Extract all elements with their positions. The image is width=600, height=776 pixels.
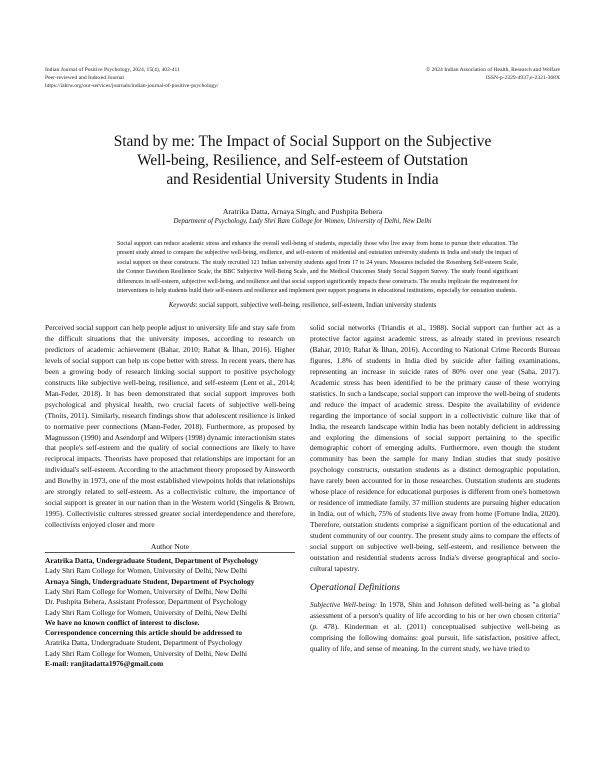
running-header xyxy=(45,66,560,90)
author-note-heading: Author Note xyxy=(150,542,190,552)
paper-title xyxy=(45,132,560,189)
peer-review-note: Peer-reviewed and Indexed Journal xyxy=(45,75,124,81)
author-note-bold: Aratrika Datta, Undergraduate Student, Department of Psychology xyxy=(45,556,259,566)
author-note-line xyxy=(45,649,295,659)
author-note-line xyxy=(45,597,295,607)
title-line-1: Stand by me: The Impact of Social Support on the Subjective xyxy=(113,133,492,150)
intro-paragraph-left: Perceived social support can help people adjust to university life and stay safe from the difficult situations that the university imposes, according to research on predictors of academic achievement (Bahar, 2010; Rahat & İlhan, 2016). Higher levels of social support can help us cope better with stress. In recent years, there has been a growing body of research linking social support to positive psychology constructs like subjective well-being, resilience, and self-esteem (Lent et al., 2014; Man-Feder, 2018). It has been demonstrated that social support improves both psychological and physical health, two crucial facets of subjective well-being (Thoits, 2011). Similarly, research findings show that adolescent resilience is linked to normative peer connections (Mann-Feder, 2018). Furthermore, as proposed by Magnusson (1990) and Asendorpf and Wilpers (1998) dynamic interactionism states that people's self-esteem and the quality of social connections are likely to have reciprocal impacts. Theorists have proposed that relationships are important for an individual's self-esteem. According to the attachment theory proposed by Ainsworth and Bowlby in 1973, one of the most established viewpoints holds that relationships are strongly related to self-esteem. As a collectivistic culture, the importance of social support is greater in our nation than in the Western world (Singelis & Brown, 1995). Collectivistic cultures stressed greater social interdependence and therefore, collectivists enjoyed closer and more xyxy=(45,323,295,530)
author-note-line xyxy=(45,608,295,618)
author-note-bold: Correspondence concerning this article should be addressed to xyxy=(45,628,243,638)
author-note xyxy=(45,552,295,669)
author-note-text: Dr. Pushpita Behera, Assistant Professor, Department of Psychology xyxy=(45,597,248,607)
journal-citation: Indian Journal of Positive Psychology, 2024, 15(4), 402-411 xyxy=(45,67,180,73)
author-note-text: Lady Shri Ram College for Women, University of Delhi, New Delhi xyxy=(45,587,248,596)
section-heading: Operational Definitions xyxy=(310,582,400,593)
definition-paragraph xyxy=(310,600,560,655)
copyright-note: © 2024 Indian Association of Health, Research and Welfare xyxy=(425,67,560,73)
keywords-label: Keywords xyxy=(168,302,196,310)
author-list: Aratrika Datta, Arnaya Singh, and Pushpita Behera xyxy=(222,207,383,216)
definition-label: Subjective Well-being: xyxy=(310,599,378,609)
author-affiliation: Department of Psychology, Lady Shri Ram College for Women, University of Delhi, New Delhi xyxy=(173,218,432,225)
author-note-line xyxy=(45,628,295,638)
left-column xyxy=(45,323,295,669)
author-note-text: Aratrika Datta, Undergraduate Student, Department of Psychology xyxy=(45,638,243,648)
keywords xyxy=(45,301,560,310)
title-line-2: Well-being, Resilience, and Self-esteem of Outstation xyxy=(137,152,468,169)
author-note-bold: We have no known conflict of interest to disclose. xyxy=(45,617,200,627)
author-note-line xyxy=(45,577,295,587)
abstract: Social support can reduce academic stress and enhance the overall well-being of students, especially those who live away from home to pursue their education. The present study aimed to compare the subjective well-being, resilience, and self-esteem of residential and outstation university students in India and study the impact of social support on these constructs. The study recruited 121 Indian university students aged from 17 to 24 years. Measures included the Rosenberg Self-esteem Scale, the Connor Davidson Resilience Scale, the BBC Subjective Well-Being Scale, and the Medical Outcomes Study Social Support Survey. The study found significant differences in self-esteem, subjective well-being, and resilience and that social support significantly impacts these constructs. The results implicate the requirement for interventions to help students build their self-esteem and resilience and implement peer support programs in educational institutions, especially for outstation students. xyxy=(117,241,518,295)
definition-text-a: In 1978, Shin and Johnson defined well-being as "a global assessment of a person's quality of life according to his or her own chosen criteria" ( xyxy=(310,599,560,631)
definition-text-b: 478). Kinderman et al. (2011) conceptualised subjective well-being as comprising the following domains: goal pursuit, life satisfaction, positive affect, quality of life, and sense of meaning. In the current study, we have tried to xyxy=(310,621,560,653)
issn-note: ISSN-p-2229-4937,e-2321-368X xyxy=(485,75,560,81)
author-note-text: Lady Shri Ram College for Women, University of Delhi, New Delhi xyxy=(45,648,248,658)
author-note-line xyxy=(45,587,295,597)
right-column xyxy=(310,323,560,669)
keywords-text: : social support, subjective well-being, resilience, self-esteem, Indian university students xyxy=(195,302,437,310)
author-note-text: Lady Shri Ram College for Women, University of Delhi, New Delhi xyxy=(45,607,248,617)
definition-page-ref: p. xyxy=(312,621,319,631)
journal-url[interactable]: https://iahrw.org/our-services/journals/indian-journal-of-positive-psychology/ xyxy=(45,83,219,89)
author-note-bold: Arnaya Singh, Undergraduate Student, Department of Psychology xyxy=(45,576,255,586)
author-note-line xyxy=(45,566,295,576)
author-note-text: Lady Shri Ram College for Women, University of Delhi, New Delhi xyxy=(45,566,248,576)
author-note-line xyxy=(45,659,295,669)
author-note-line xyxy=(45,618,295,628)
intro-paragraph-right: solid social networks (Triandis et al., 1988). Social support can further act as a protective factor against academic stress, as already stated in previous research (Bahar, 2010; Rahat & İlhan, 2016). According to National Crime Records Bureau figures, 1.8% of students in India died by suicide after failing examinations, representing an increase in suicide rates of 80% over one year (Saha, 2017). Academic stress has been identified to be the primary cause of these worrying statistics. In such a landscape, social support can improve the well-being of students and reduce the impact of academic stress. Despite the availability of evidence regarding the importance of social support in a collectivistic culture like that of India, the research landscape within India has been notably deficient in addressing and exploring the dimensions of social support pertaining to the specific demographic cohort of emerging adults. Furthermore, even though the student community has been the sample for many Indian studies that study positive psychology constructs, outstation students as a distinct demographic population, have rarely been accounted for in those researches. Outstation students are students whose place of residence for educational purposes is different from one's hometown or residence of immediate family. 37 million students are pursuing higher education in India, out of which, 75% of students live away from home (Fortune India, 2020). Therefore, outstation students comprise a significant portion of the educational and student community of our country. The present study aims to compare the effects of social support on subjective well-being, self-esteem, and resilience between the outstation and residential students across India's diverse geographical and socio-cultural tapestry. xyxy=(310,323,560,573)
body-columns xyxy=(45,323,560,669)
author-note-bold: E-mail: ranjitadatta1976@gmail.com xyxy=(45,659,164,669)
author-note-line xyxy=(45,556,295,566)
title-line-3: and Residential University Students in India xyxy=(166,171,439,188)
author-note-line xyxy=(45,638,295,648)
